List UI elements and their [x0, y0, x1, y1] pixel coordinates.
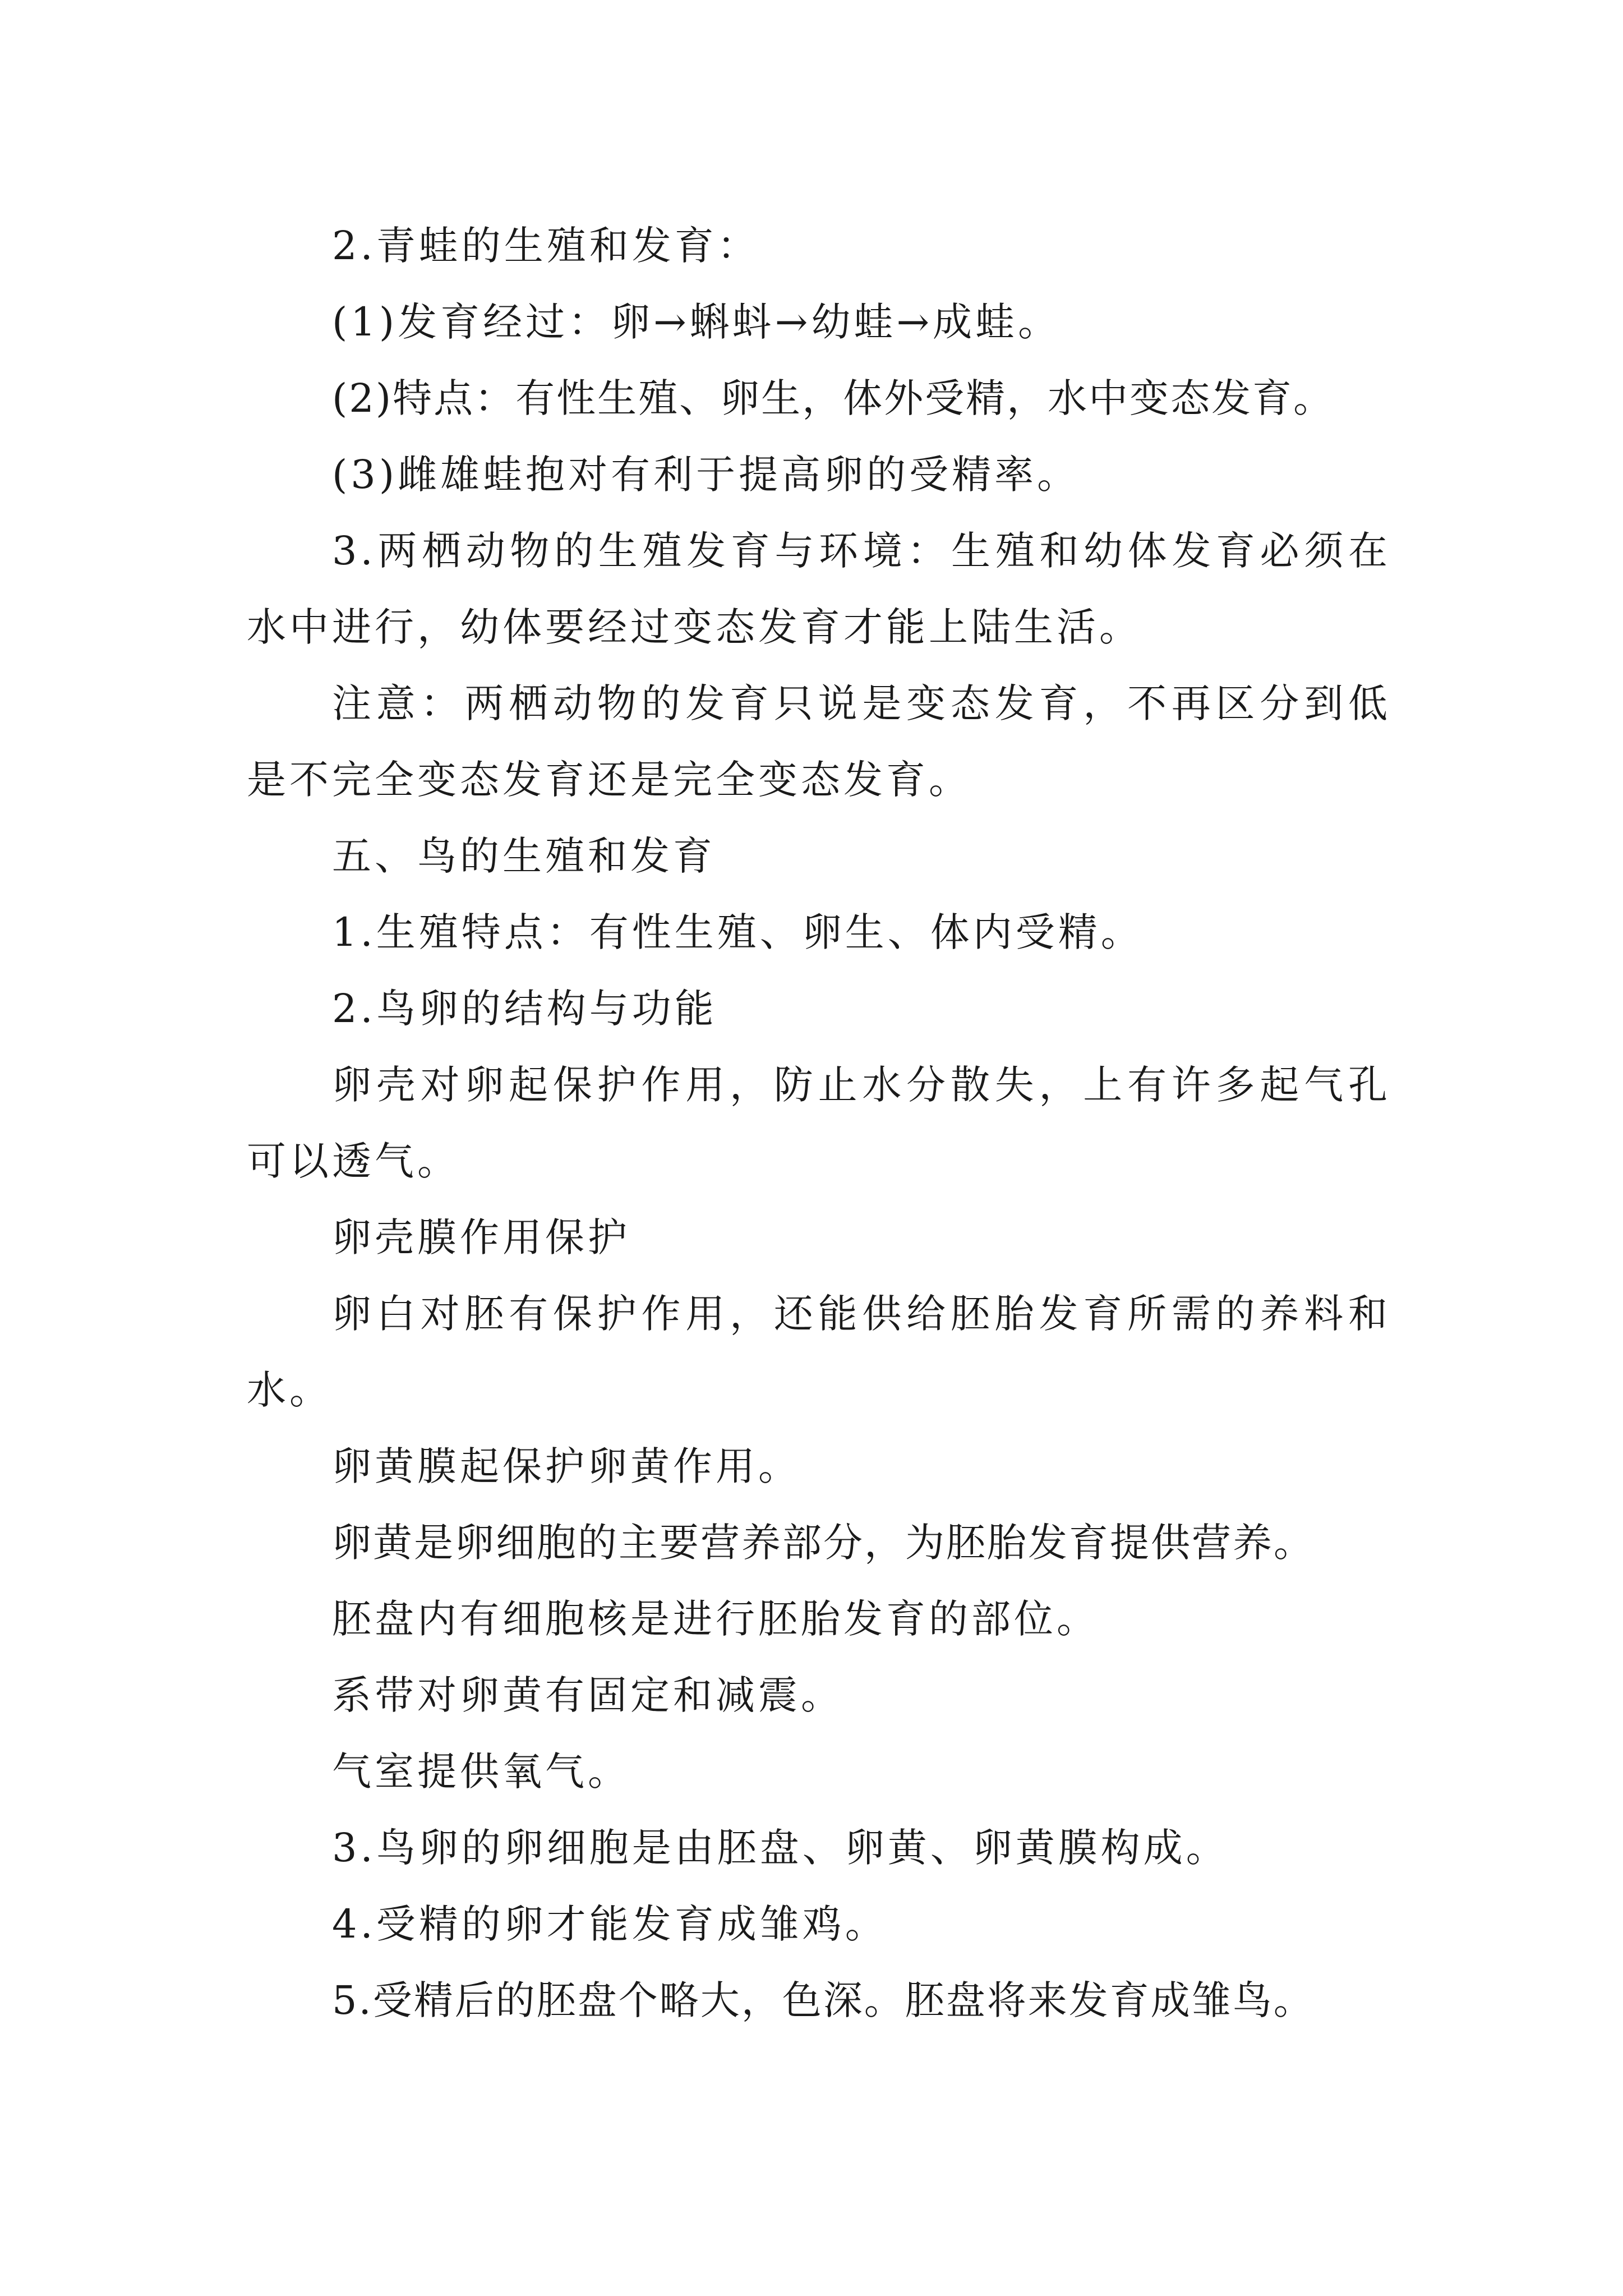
paragraph-germinal-disc-development: 5.受精后的胚盘个略大，色深。胚盘将来发育成雏鸟。 — [332, 1977, 1315, 2023]
paragraph-bird-reproduction: 1.生殖特点：有性生殖、卵生、体内受精。 — [332, 909, 1144, 955]
paragraph-germinal-disc: 胚盘内有细胞核是进行胚胎发育的部位。 — [332, 1596, 1099, 1642]
paragraph-yolk-membrane: 卵黄膜起保护卵黄作用。 — [332, 1443, 801, 1489]
paragraph-air-cell: 气室提供氧气。 — [332, 1749, 630, 1795]
paragraph-egg-white: 卵白对胚有保护作用，还能供给胚胎发育所需的养料和水。 — [247, 1291, 1391, 1413]
paragraph-yolk: 卵黄是卵细胞的主要营养部分，为胚胎发育提供营养。 — [332, 1520, 1315, 1566]
paragraph-fertilized-egg: 4.受精的卵才能发育成雏鸡。 — [332, 1901, 888, 1947]
paragraph-shell-membrane: 卵壳膜作用保护 — [332, 1214, 630, 1260]
paragraph-frog-amplexus: (3)雌雄蛙抱对有利于提高卵的受精率。 — [332, 452, 1080, 498]
paragraph-egg-cell: 3.鸟卵的卵细胞是由胚盘、卵黄、卵黄膜构成。 — [332, 1825, 1229, 1871]
paragraph-frog-heading: 2.青蛙的生殖和发育： — [332, 223, 760, 269]
paragraph-frog-development: (1)发育经过：卵→蝌蚪→幼蛙→成蛙。 — [332, 299, 1061, 345]
paragraph-egg-structure-heading: 2.鸟卵的结构与功能 — [332, 986, 717, 1032]
paragraph-chalaza: 系带对卵黄有固定和减震。 — [332, 1672, 843, 1718]
document-body — [247, 208, 1391, 2039]
paragraph-amphibian-environment: 3.两栖动物的生殖发育与环境：生殖和幼体发育必须在水中进行，幼体要经过变态发育才能上陆生活。 — [247, 528, 1391, 650]
paragraph-note: 注意：两栖动物的发育只说是变态发育，不再区分到低是不完全变态发育还是完全变态发育。 — [247, 680, 1391, 803]
paragraph-eggshell: 卵壳对卵起保护作用，防止水分散失，上有许多起气孔可以透气。 — [247, 1062, 1391, 1184]
section-heading-birds: 五、鸟的生殖和发育 — [332, 833, 716, 879]
paragraph-frog-features: (2)特点：有性生殖、卵生，体外受精，水中变态发育。 — [332, 375, 1335, 421]
